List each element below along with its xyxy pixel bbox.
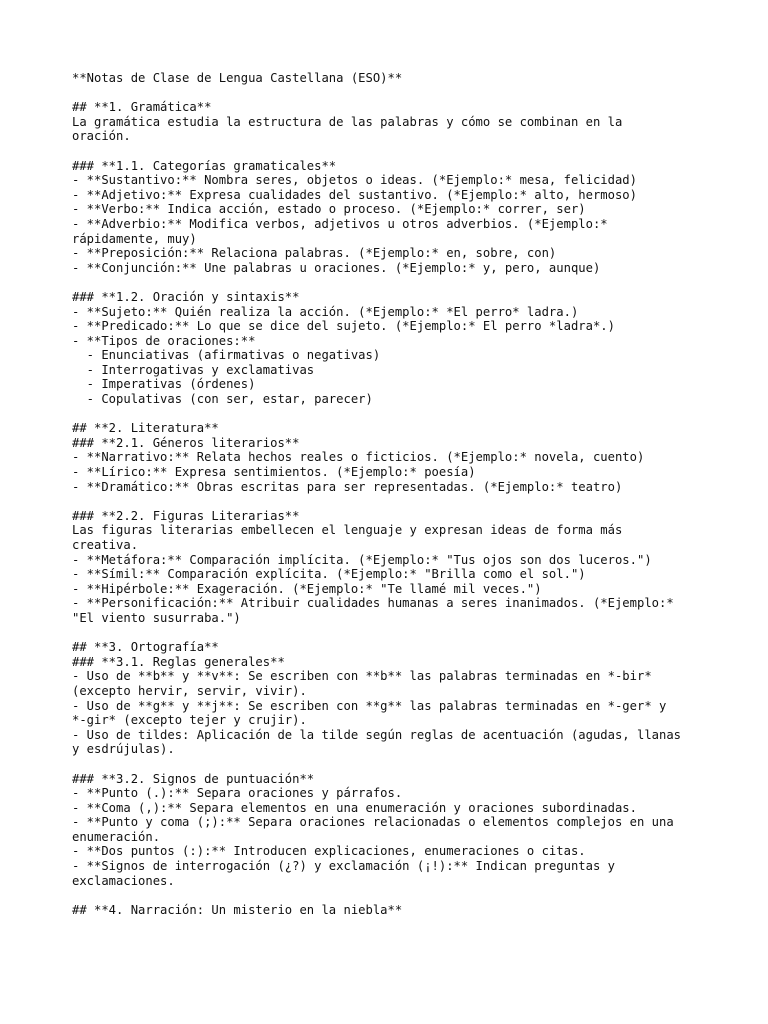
list-item: - **Dos puntos (:):** Introducen explicaciones, enumeraciones o citas. xyxy=(72,844,586,859)
blank-line xyxy=(72,275,752,290)
text-line: creativa. xyxy=(72,538,139,552)
nested-list-item: - Interrogativas y exclamativas xyxy=(72,362,315,377)
list-item: - **Sustantivo:** Nombra seres, objetos o ideas. (*Ejemplo:* mesa, felicidad) xyxy=(72,173,637,188)
subsection-heading: ### **2.1. Géneros literarios** xyxy=(72,435,300,450)
subsection-heading: ### **3.2. Signos de puntuación** xyxy=(72,771,315,786)
list-item: - **Adjetivo:** Expresa cualidades del sustantivo. (*Ejemplo:* alto, hermoso) xyxy=(72,187,637,202)
list-item: - **Predicado:** Lo que se dice del sujeto. (*Ejemplo:* El perro *ladra*.) xyxy=(72,319,615,334)
list-item: - Uso de **b** y **v**: Se escriben con **b** las palabras terminadas en *-bir* xyxy=(72,669,652,684)
list-item: - **Coma (,):** Separa elementos en una enumeración y oraciones subordinadas. xyxy=(72,800,637,815)
list-item: - **Punto y coma (;):** Separa oraciones relacionadas o elementos complejos en una xyxy=(72,815,674,830)
nested-list-item: - Copulativas (con ser, estar, parecer) xyxy=(72,392,373,407)
text-line: *-gir* (excepto tejer y crujir). xyxy=(72,713,307,728)
list-item: - **Tipos de oraciones:** xyxy=(72,333,256,348)
blank-line xyxy=(72,888,752,903)
list-item: - **Sujeto:** Quién realiza la acción. (*Ejemplo:* *El perro* ladra.) xyxy=(72,304,579,319)
blank-line xyxy=(72,494,752,509)
text-line: rápidamente, muy) xyxy=(72,231,197,246)
nested-list-item: - Imperativas (órdenes) xyxy=(72,377,256,392)
list-item: - **Dramático:** Obras escritas para ser representadas. (*Ejemplo:* teatro) xyxy=(72,479,623,494)
subsection-heading: ### **1.1. Categorías gramaticales** xyxy=(72,158,337,173)
text-line: Las figuras literarias embellecen el lenguaje y expresan ideas de forma más xyxy=(72,523,623,538)
subsection-heading: ### **2.2. Figuras Literarias** xyxy=(72,508,300,523)
list-item: - **Narrativo:** Relata hechos reales o ficticios. (*Ejemplo:* novela, cuento) xyxy=(72,450,645,465)
list-item: - **Lírico:** Expresa sentimientos. (*Ejemplo:* poesía) xyxy=(72,465,476,480)
section-heading: ## **4. Narración: Un misterio en la niebla** xyxy=(72,902,403,917)
text-line: "El viento susurraba.") xyxy=(72,610,241,625)
list-item: - Uso de tildes: Aplicación de la tilde según reglas de acentuación (agudas, llanas xyxy=(72,727,682,742)
nested-list-item: - Enunciativas (afirmativas o negativas) xyxy=(72,348,381,363)
text-line: exclamaciones. xyxy=(72,873,175,888)
list-item: - **Preposición:** Relaciona palabras. (*Ejemplo:* en, sobre, con) xyxy=(72,246,557,261)
list-item: - **Conjunción:** Une palabras u oraciones. (*Ejemplo:* y, pero, aunque) xyxy=(72,260,601,275)
document-page xyxy=(72,71,752,917)
document-title: **Notas de Clase de Lengua Castellana (ESO)** xyxy=(72,71,403,85)
list-item: - Uso de **g** y **j**: Se escriben con **g** las palabras terminadas en *-ger* y xyxy=(72,698,667,713)
text-line: La gramática estudia la estructura de las palabras y cómo se combinan en la xyxy=(72,114,623,129)
text-line: oración. xyxy=(72,129,131,144)
text-line: y esdrújulas). xyxy=(72,742,175,757)
list-item: - **Personificación:** Atribuir cualidades humanas a seres inanimados. (*Ejemplo:* xyxy=(72,596,674,611)
list-item: - **Adverbio:** Modifica verbos, adjetivos u otros adverbios. (*Ejemplo:* xyxy=(72,216,608,231)
list-item: - **Signos de interrogación (¿?) y exclamación (¡!):** Indican preguntas y xyxy=(72,859,615,874)
text-line: (excepto hervir, servir, vivir). xyxy=(72,683,307,698)
text-line: enumeración. xyxy=(72,829,161,844)
list-item: - **Símil:** Comparación explícita. (*Ejemplo:* "Brilla como el sol.") xyxy=(72,567,586,582)
section-heading: ## **2. Literatura** xyxy=(72,421,219,436)
list-item: - **Verbo:** Indica acción, estado o proceso. (*Ejemplo:* correr, ser) xyxy=(72,202,586,217)
blank-line xyxy=(72,86,752,101)
section-heading: ## **1. Gramática** xyxy=(72,100,212,115)
blank-line xyxy=(72,626,752,641)
list-item: - **Hipérbole:** Exageración. (*Ejemplo:* "Te llamé mil veces.") xyxy=(72,581,542,596)
section-heading: ## **3. Ortografía** xyxy=(72,640,219,655)
subsection-heading: ### **3.1. Reglas generales** xyxy=(72,654,285,669)
subsection-heading: ### **1.2. Oración y sintaxis** xyxy=(72,289,300,304)
blank-line xyxy=(72,757,752,772)
blank-line xyxy=(72,144,752,159)
blank-line xyxy=(72,407,752,422)
list-item: - **Punto (.):** Separa oraciones y párrafos. xyxy=(72,786,403,801)
list-item: - **Metáfora:** Comparación implícita. (*Ejemplo:* "Tus ojos son dos luceros.") xyxy=(72,552,652,567)
